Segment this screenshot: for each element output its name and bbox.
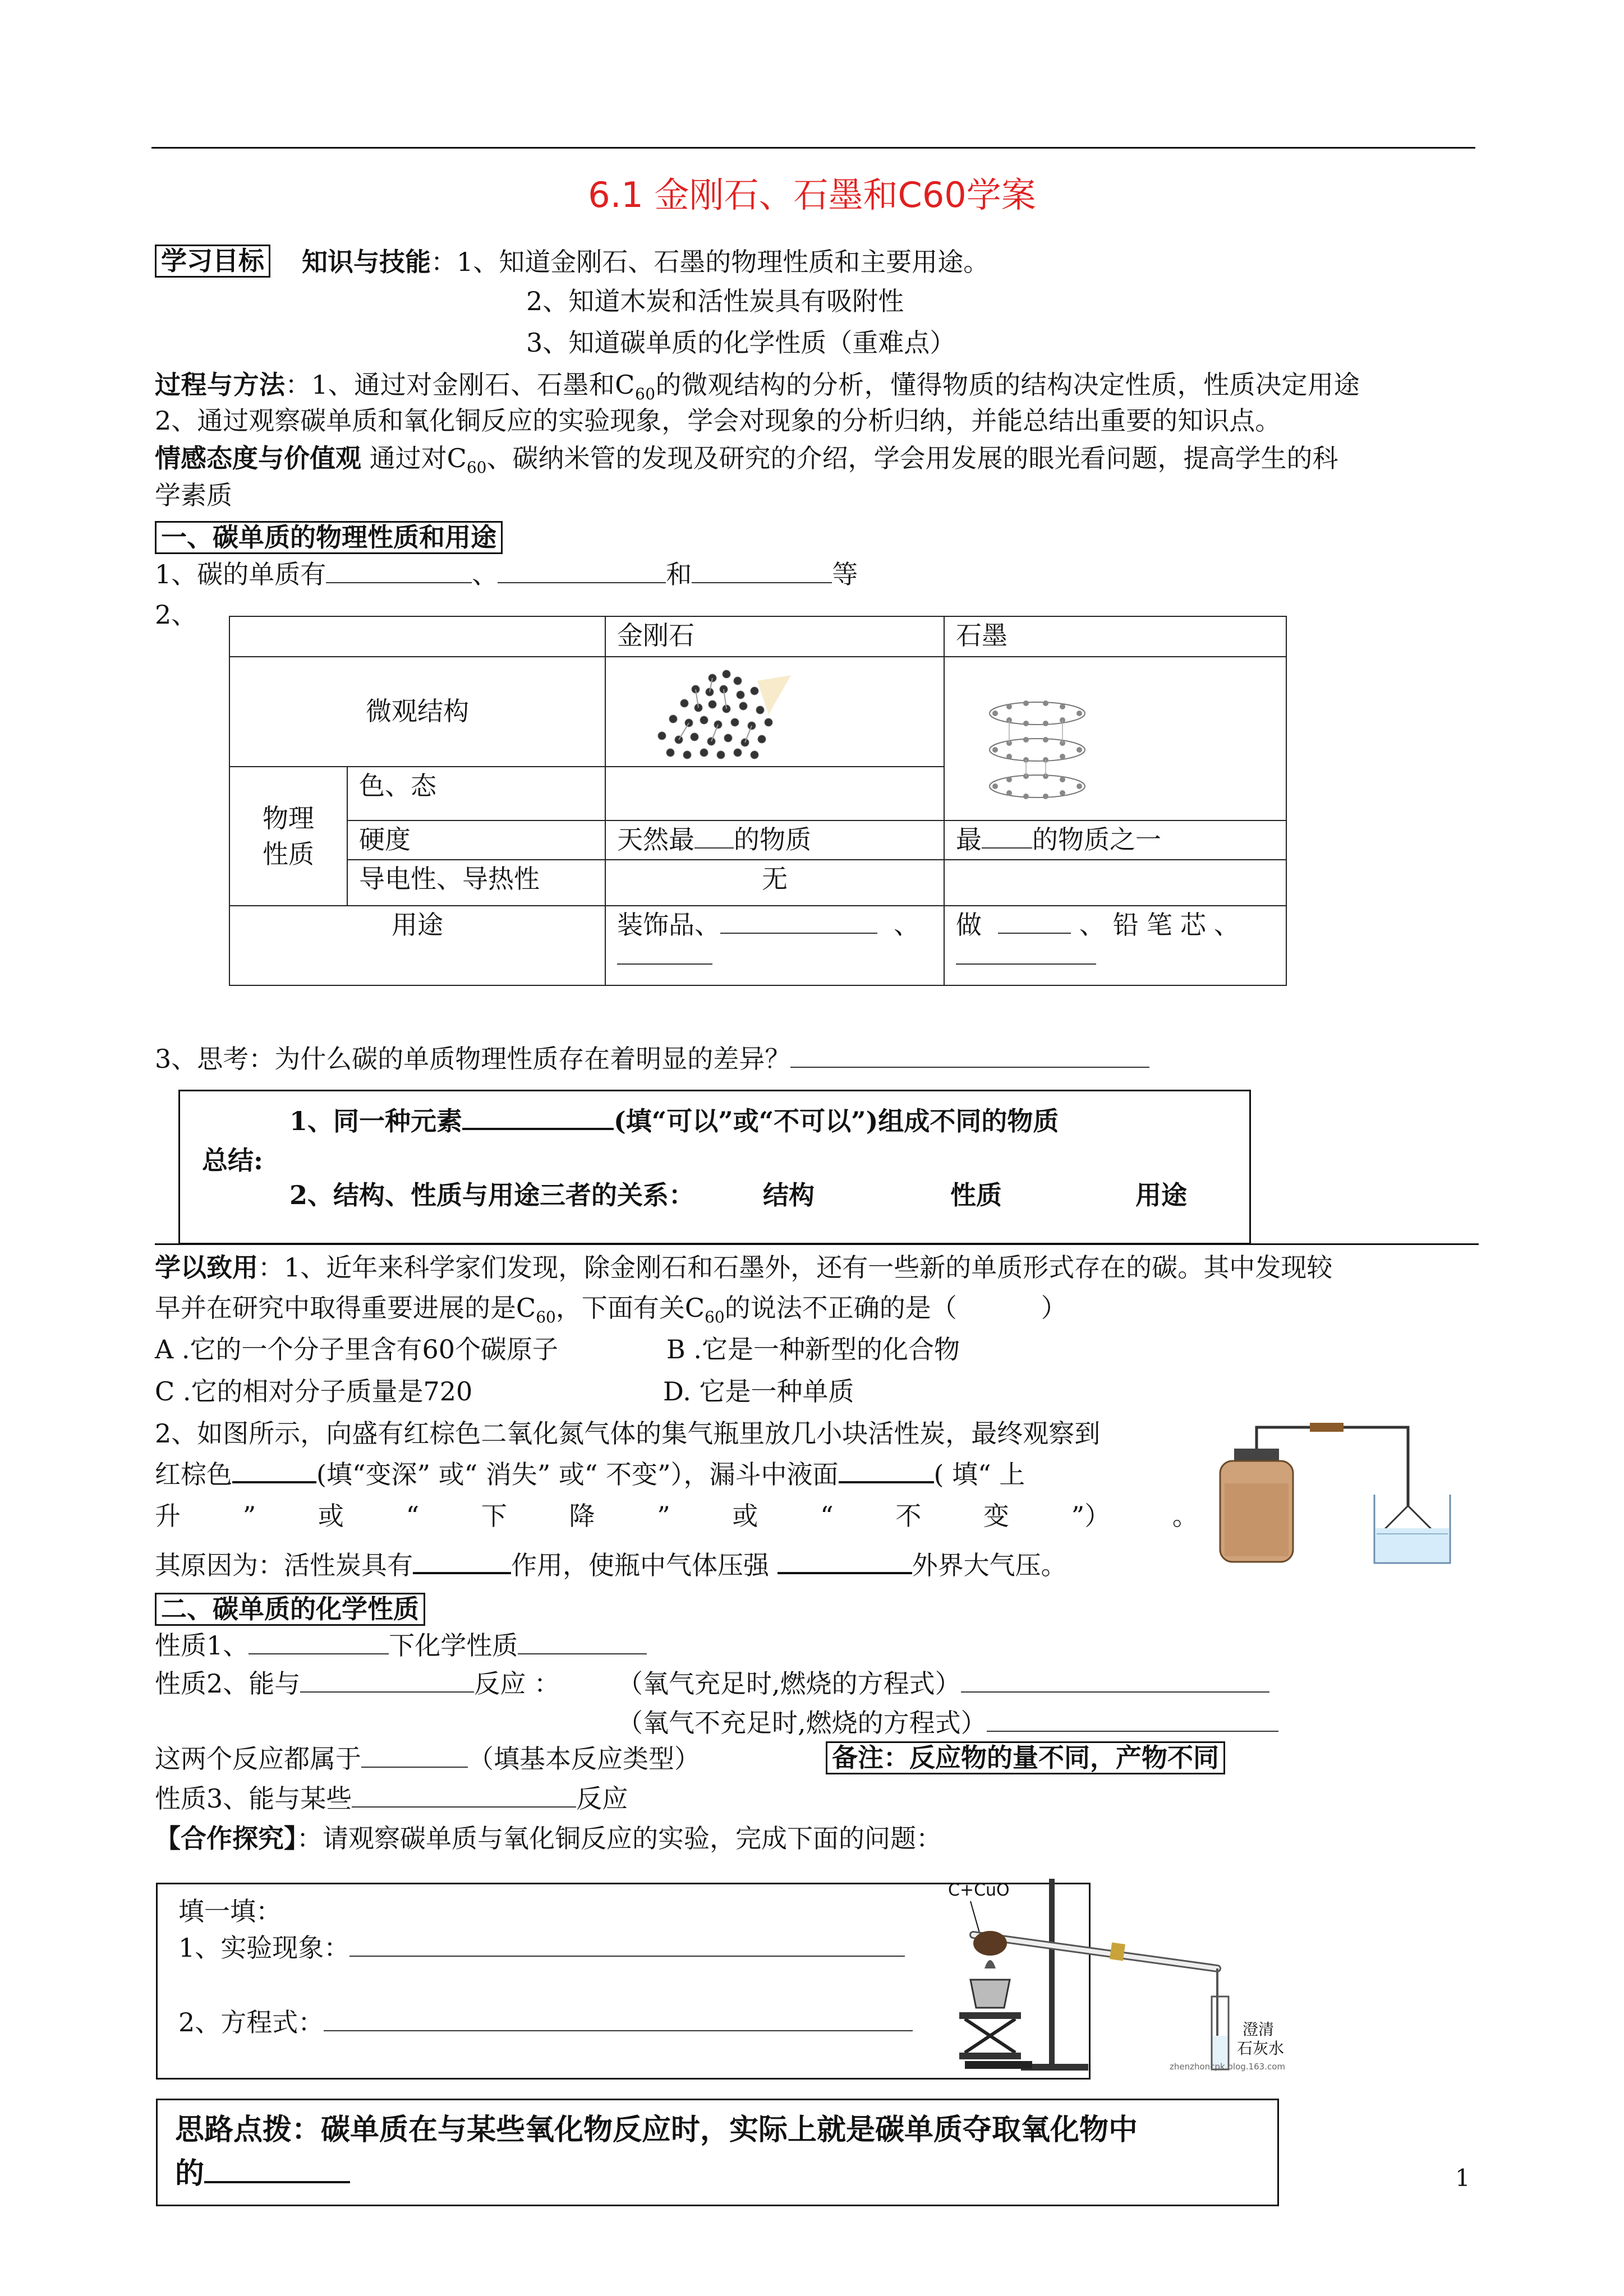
knowledge-item-2: 2、知道木炭和活性炭具有吸附性 bbox=[526, 286, 904, 316]
q2-l3-9: 不 bbox=[895, 1501, 922, 1531]
hardness-graphite-a: 最 bbox=[956, 824, 982, 855]
process-label: 过程与方法 bbox=[155, 370, 286, 400]
q2-l3-2: 或 bbox=[318, 1501, 344, 1531]
adsorb-blank[interactable] bbox=[413, 1572, 511, 1574]
summary-label: 总结: bbox=[202, 1145, 263, 1175]
q1-blank-2[interactable] bbox=[498, 582, 666, 583]
q1-text-b: 、 bbox=[472, 559, 498, 589]
p2-b: 反应 ： bbox=[474, 1668, 560, 1699]
table-corner bbox=[229, 616, 605, 657]
row-color-label: 色、态 bbox=[347, 767, 605, 820]
p2-f: （填基本反应类型） bbox=[468, 1744, 700, 1774]
option-a[interactable]: A .它的一个分子里含有60个碳原子 bbox=[155, 1334, 558, 1364]
summary-structure: 结构 bbox=[763, 1180, 815, 1210]
q2-l3-7: 或 bbox=[732, 1501, 758, 1531]
knowledge-label: 知识与技能 bbox=[302, 247, 431, 277]
app-q2-line4 bbox=[155, 1551, 1067, 1580]
app-q2-l2-b: (填“变深” 或“ 消失” 或“ 不变”），漏斗中液面 bbox=[316, 1459, 839, 1490]
app-label: 学以致用 bbox=[155, 1252, 258, 1283]
summary-line1-b: (填“可以”或“不可以”)组成不同的物质 bbox=[614, 1106, 1059, 1136]
p2-c: （氧气充足时,燃烧的方程式） bbox=[617, 1668, 961, 1699]
app-q2-l4-c: 外界大气压。 bbox=[912, 1550, 1067, 1580]
fig-label-lime-2: 石灰水 bbox=[1237, 2039, 1285, 2058]
emotion-text-a: 通过对C bbox=[361, 443, 467, 473]
adsorption-apparatus-figure bbox=[1214, 1416, 1456, 1567]
use-diamond-blank-2[interactable] bbox=[617, 963, 712, 965]
fill-item-2 bbox=[178, 2008, 913, 2037]
prop2-full-line bbox=[617, 1669, 1269, 1699]
section1-q1 bbox=[155, 560, 858, 589]
app-q1-l2-a: 早并在研究中取得重要进展的是C bbox=[155, 1293, 536, 1323]
emotion-sub: 60 bbox=[466, 458, 487, 477]
properties-table bbox=[229, 616, 1287, 986]
q1-text-a: 1、碳的单质有 bbox=[155, 559, 326, 589]
app-q2-l4-b: 作用，使瓶中气体压强 bbox=[511, 1550, 778, 1580]
use-graphite-b: 、铅笔芯、 bbox=[1079, 910, 1248, 940]
phenomenon-blank[interactable] bbox=[349, 1956, 905, 1957]
section1-q2: 2、 bbox=[155, 600, 197, 630]
option-b[interactable]: B .它是一种新型的化合物 bbox=[666, 1334, 960, 1364]
p2-eq-blank-1[interactable] bbox=[961, 1691, 1269, 1693]
coop-text: ：请观察碳单质与氧化铜反应的实验，完成下面的问题： bbox=[297, 1823, 942, 1854]
col-diamond: 金刚石 bbox=[605, 616, 944, 657]
p2-eq-blank-2[interactable] bbox=[987, 1731, 1278, 1732]
hint-line-2 bbox=[175, 2157, 350, 2191]
q2-l3-0: 升 bbox=[155, 1501, 181, 1531]
carbon-cuo-apparatus-figure bbox=[948, 1868, 1296, 2076]
prop1-line bbox=[155, 1631, 647, 1661]
q1-blank-3[interactable] bbox=[692, 582, 832, 583]
q2-l3-8: “ bbox=[820, 1501, 834, 1531]
row-conduct-label: 导电性、导热性 bbox=[347, 860, 605, 906]
fig-label-top: C+CuO bbox=[948, 1880, 1010, 1900]
coop-label: 【合作探究】 bbox=[155, 1823, 297, 1854]
row-hardness-label: 硬度 bbox=[347, 820, 605, 860]
graphite-structure-cell bbox=[944, 657, 1286, 820]
header-rule bbox=[151, 147, 1475, 149]
fill-item2-text: 2、方程式： bbox=[178, 2007, 324, 2037]
app-q1-line1 bbox=[155, 1253, 1332, 1283]
use-diamond-sep: 、 bbox=[894, 910, 920, 940]
q2-l3-5: 降 bbox=[569, 1501, 595, 1531]
app-q1-l2-d: ） bbox=[1041, 1293, 1067, 1323]
q2-l3-4: 下 bbox=[481, 1501, 507, 1531]
app-q2-line2 bbox=[155, 1460, 1025, 1490]
use-graphite-blank-1[interactable] bbox=[998, 933, 1071, 934]
color-blank[interactable] bbox=[232, 1481, 316, 1483]
use-diamond-cell bbox=[605, 906, 944, 985]
summary-property: 性质 bbox=[950, 1180, 1002, 1210]
diamond-structure-cell bbox=[605, 657, 944, 767]
p3-blank[interactable] bbox=[352, 1806, 576, 1808]
diamond-structure-icon bbox=[628, 664, 797, 759]
q2-l3-11: ”） bbox=[1071, 1501, 1111, 1531]
use-graphite-a: 做 bbox=[956, 910, 982, 940]
app-q2-line3 bbox=[155, 1501, 1198, 1531]
objectives-label: 学习目标 bbox=[155, 245, 270, 278]
hardness-diamond-cell bbox=[605, 820, 944, 860]
app-q2-l4-a: 其原因为：活性炭具有 bbox=[155, 1550, 413, 1580]
app-q1-l2-c: 的说法不正确的是（ bbox=[724, 1293, 957, 1323]
p2-d: （氧气不充足时,燃烧的方程式） bbox=[617, 1708, 987, 1738]
q1-text-c: 和 bbox=[666, 559, 692, 589]
prop2-line bbox=[155, 1669, 560, 1699]
q2-l3-1: ” bbox=[242, 1501, 256, 1531]
page-title: 6.1 金刚石、石墨和C60学案 bbox=[588, 174, 1036, 215]
fill-title: 填一填： bbox=[178, 1896, 282, 1926]
row-use-label: 用途 bbox=[229, 906, 605, 985]
summary-line-1 bbox=[289, 1106, 1059, 1136]
group-physical-text: 物理性质 bbox=[263, 803, 314, 869]
fill-item-1 bbox=[178, 1933, 905, 1963]
use-diamond-a: 装饰品、 bbox=[617, 910, 720, 940]
q2-l3-10: 变 bbox=[983, 1501, 1009, 1531]
emotion-label: 情感态度与价值观 bbox=[155, 443, 361, 473]
hardness-diamond-b: 的物质 bbox=[734, 824, 811, 855]
emotion-line-2: 学素质 bbox=[155, 480, 232, 510]
app-q1-l2-b: ，下面有关C bbox=[555, 1293, 705, 1323]
pressure-blank[interactable] bbox=[778, 1572, 912, 1574]
hint-line2-text: 的 bbox=[175, 2156, 205, 2191]
fill-item1-text: 1、实验现象： bbox=[178, 1933, 350, 1963]
q3-text: 3、思考：为什么碳的单质物理性质存在着明显的差异？ bbox=[155, 1044, 791, 1074]
knowledge-line: 知识与技能：1、知道金刚石、石墨的物理性质和主要用途。 bbox=[302, 247, 990, 277]
hint-blank[interactable] bbox=[204, 2181, 350, 2183]
process-text-a: ：1、通过对金刚石、石墨和C bbox=[285, 370, 635, 400]
coop-line bbox=[155, 1824, 942, 1854]
emotion-line-1 bbox=[155, 444, 1338, 477]
row-micro-label: 微观结构 bbox=[229, 657, 605, 767]
section1-heading: 一、碳单质的物理性质和用途 bbox=[155, 521, 503, 554]
prop2-partial-line bbox=[617, 1708, 1278, 1738]
option-d[interactable]: D. 它是一种单质 bbox=[663, 1376, 854, 1407]
p1-blank-2[interactable] bbox=[518, 1653, 647, 1654]
hint-line-1: 思路点拨：碳单质在与某些氧化物反应时，实际上就是碳单质夺取氧化物中 bbox=[175, 2113, 1138, 2147]
app-q1-line2 bbox=[155, 1293, 1067, 1326]
use-graphite-blank-2[interactable] bbox=[956, 963, 1096, 965]
conduct-diamond-cell: 无 bbox=[605, 860, 944, 906]
process-line-1 bbox=[155, 370, 1360, 403]
app-q2-l2-c: ( 填“ 上 bbox=[933, 1459, 1025, 1490]
q1-text-d: 等 bbox=[832, 559, 858, 589]
graphite-structure-icon bbox=[984, 697, 1091, 831]
summary-line2: 2、结构、性质与用途三者的关系： bbox=[289, 1180, 695, 1210]
summary-blank[interactable] bbox=[462, 1128, 614, 1130]
summary-line1-a: 1、同一种元素 bbox=[289, 1106, 463, 1136]
summary-use: 用途 bbox=[1135, 1180, 1187, 1210]
app-q2-line1: 2、如图所示，向盛有红棕色二氧化氮气体的集气瓶里放几小块活性炭，最终观察到 bbox=[155, 1418, 1101, 1449]
p1-b: 下化学性质 bbox=[389, 1630, 518, 1661]
section1-q3 bbox=[155, 1044, 1149, 1074]
process-text-b: 的微观结构的分析，懂得物质的结构决定性质，性质决定用途 bbox=[655, 370, 1360, 400]
process-line-2: 2、通过观察碳单质和氧化铜反应的实验现象，学会对现象的分析归纳，并能总结出重要的知识点。 bbox=[155, 405, 1281, 436]
p1-blank-1[interactable] bbox=[249, 1653, 389, 1654]
app-q1-text: ：1、近年来科学家们发现，除金刚石和石墨外，还有一些新的单质形式存在的碳。其中发现较 bbox=[258, 1252, 1333, 1283]
p2-e: 这两个反应都属于 bbox=[155, 1744, 361, 1774]
p3-a: 性质3、能与某些 bbox=[155, 1783, 352, 1814]
app-q2-l2-a: 红棕色 bbox=[155, 1459, 232, 1490]
app-q1-sub2: 60 bbox=[705, 1308, 725, 1327]
app-q1-sub1: 60 bbox=[536, 1308, 556, 1327]
q2-l3-3: “ bbox=[406, 1501, 420, 1531]
knowledge-item-3: 3、知道碳单质的化学性质（重难点） bbox=[526, 328, 956, 358]
hardness-diamond-a: 天然最 bbox=[617, 824, 694, 855]
equation-blank[interactable] bbox=[324, 2030, 913, 2031]
group-physical-label bbox=[229, 767, 347, 906]
q2-l3-6: ” bbox=[657, 1501, 670, 1531]
page-number: 1 bbox=[1455, 2164, 1470, 2192]
p1-a: 性质1、 bbox=[155, 1630, 249, 1661]
reaction-type-blank[interactable] bbox=[361, 1767, 468, 1768]
process-sub: 60 bbox=[634, 385, 656, 404]
reaction-type-line bbox=[155, 1744, 700, 1774]
fig-watermark: zhenzhoncpk.blog.163.com bbox=[1170, 2062, 1285, 2072]
q3-blank[interactable] bbox=[790, 1067, 1149, 1068]
section2-heading: 二、碳单质的化学性质 bbox=[155, 1593, 425, 1626]
color-diamond-cell[interactable] bbox=[605, 767, 944, 820]
col-graphite: 石墨 bbox=[944, 616, 1286, 657]
divider-rule bbox=[155, 1243, 1479, 1245]
note-box: 备注：反应物的量不同，产物不同 bbox=[826, 1741, 1225, 1774]
fig-label-lime-1: 澄清 bbox=[1243, 2020, 1275, 2039]
emotion-text-b: 、碳纳米管的发现及研究的介绍，学会用发展的眼光看问题，提高学生的科 bbox=[486, 443, 1338, 473]
hardness-diamond-blank[interactable] bbox=[694, 847, 734, 849]
hardness-graphite-b: 的物质之一 bbox=[1032, 824, 1161, 855]
use-graphite-cell bbox=[944, 906, 1286, 985]
use-diamond-blank-1[interactable] bbox=[720, 933, 877, 934]
p3-b: 反应 bbox=[576, 1783, 628, 1814]
level-blank[interactable] bbox=[839, 1481, 934, 1483]
q2-l3-12: 。 bbox=[1172, 1501, 1198, 1531]
prop3-line bbox=[155, 1784, 628, 1814]
q1-blank-1[interactable] bbox=[326, 582, 472, 583]
hardness-graphite-blank[interactable] bbox=[982, 847, 1032, 849]
option-c[interactable]: C .它的相对分子质量是720 bbox=[155, 1376, 473, 1407]
p2-blank-1[interactable] bbox=[300, 1691, 474, 1693]
conduct-graphite-cell[interactable] bbox=[944, 860, 1286, 906]
knowledge-item-1: 1、知道金刚石、石墨的物理性质和主要用途。 bbox=[457, 247, 990, 277]
p2-a: 性质2、能与 bbox=[155, 1668, 301, 1699]
